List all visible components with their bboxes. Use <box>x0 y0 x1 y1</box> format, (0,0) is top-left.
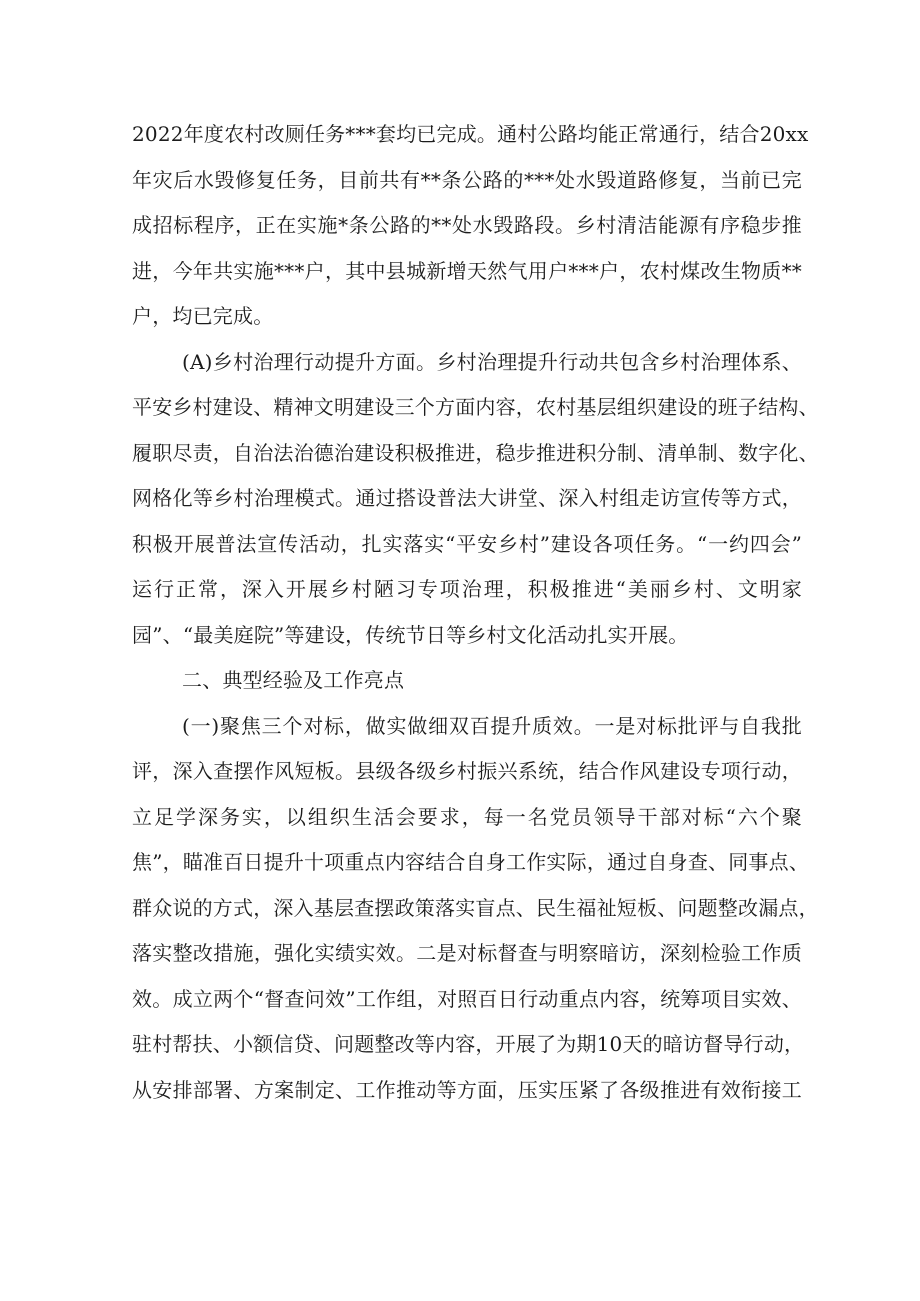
text-line: 驻村帮扶、小额信贷、问题整改等内容，开展了为期10天的暗访督导行动， <box>132 1032 805 1056</box>
text-line: 年灾后水毁修复任务，目前共有**条公路的***处水毁道路修复，当前已完 <box>132 167 802 192</box>
text-line: 网格化等乡村治理模式。通过搭设普法大讲堂、深入村组走访宣传等方式， <box>132 486 802 510</box>
text-line: 成招标程序，正在实施*条公路的**处水毁路段。乡村清洁能源有序稳步推 <box>132 213 802 237</box>
text-line: 立足学深务实，以组织生活会要求，每一名党员领导干部对标“六个聚 <box>132 804 802 829</box>
text-line: 群众说的方式，深入基层查摆政策落实盲点、民生福祉短板、问题整改漏点， <box>132 895 819 920</box>
text-line: 评，深入查摆作风短板。县级各级乡村振兴系统，结合作风建设专项行动， <box>132 759 802 783</box>
text-line: 进，今年共实施***户，其中县城新增天然气用户***户，农村煤改生物质** <box>132 258 802 283</box>
text-line: 焦”，瞄准百日提升十项重点内容结合自身工作实际，通过自身查、同事点、 <box>132 850 810 874</box>
text-line: 运行正常，深入开展乡村陋习专项治理，积极推进“美丽乡村、文明家 <box>132 577 802 601</box>
section-heading: 二、典型经验及工作亮点 <box>182 668 405 692</box>
text-line: 履职尽责，自治法治德治建设积极推进，稳步推进积分制、清单制、数字化、 <box>132 440 819 465</box>
text-line: 从安排部署、方案制定、工作推动等方面，压实压紧了各级推进有效衔接工 <box>132 1077 802 1102</box>
text-line: 户，均已完成。 <box>132 304 274 328</box>
text-line: 2022年度农村改厕任务***套均已完成。通村公路均能正常通行，结合20xx <box>132 122 809 146</box>
text-line: (A)乡村治理行动提升方面。乡村治理提升行动共包含乡村治理体系、 <box>182 349 802 374</box>
text-line: 积极开展普法宣传活动，扎实落实“平安乡村”建设各项任务。“一约四会” <box>132 531 802 556</box>
text-line: 效。成立两个“督查问效”工作组，对照百日行动重点内容，统筹项目实效、 <box>132 986 802 1011</box>
text-line: 平安乡村建设、精神文明建设三个方面内容，农村基层组织建设的班子结构、 <box>132 395 819 419</box>
text-line: 落实整改措施，强化实绩实效。二是对标督查与明察暗访，深刻检验工作质 <box>132 941 802 965</box>
text-line: (一)聚焦三个对标，做实做细双百提升质效。一是对标批评与自我批 <box>182 713 802 738</box>
document-body <box>132 112 819 1113</box>
text-line: 园”、“最美庭院”等建设，传统节日等乡村文化活动扎实开展。 <box>132 622 689 647</box>
